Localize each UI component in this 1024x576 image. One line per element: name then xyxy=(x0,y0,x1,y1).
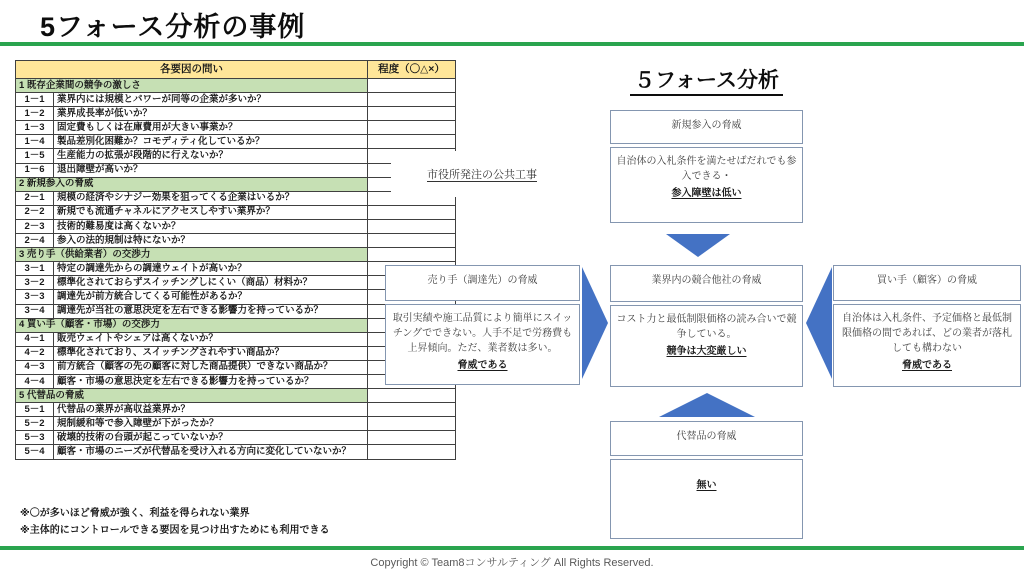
new-entrants-body-box xyxy=(610,147,803,223)
degree-cell[interactable] xyxy=(368,121,456,135)
arrow-left-icon xyxy=(806,267,832,379)
question-column-header: 各要因の問い xyxy=(16,61,368,79)
question-text: 製品差別化困難か？コモディティ化しているか？ xyxy=(54,135,368,149)
table-row xyxy=(16,163,456,177)
degree-cell[interactable] xyxy=(368,205,456,219)
degree-cell[interactable] xyxy=(368,234,456,248)
rivalry-body-text: コスト力と最低制限価格の読み合いで競争している。 xyxy=(616,314,797,340)
table-row xyxy=(16,79,456,93)
table-row xyxy=(16,121,456,135)
suppliers-header-box: 売り手（調達先）の脅威 xyxy=(385,265,580,301)
suppliers-conclusion: 脅威である xyxy=(457,360,508,371)
question-text: 退出障壁が高いか？ xyxy=(54,163,368,177)
question-number: 1－4 xyxy=(16,135,54,149)
page-title: 5フォース分析の事例 xyxy=(40,12,306,42)
question-number: 1－3 xyxy=(16,121,54,135)
target-business-label: 市役所発注の公共工事 xyxy=(391,151,573,197)
degree-cell[interactable] xyxy=(368,403,456,417)
table-row xyxy=(16,205,456,219)
question-text: 販売ウェイトやシェアは高くないか？ xyxy=(54,332,368,346)
new-entrants-conclusion: 参入障壁は低い xyxy=(671,188,742,199)
section-label: 5 代替品の脅威 xyxy=(16,389,368,403)
table-row xyxy=(16,445,456,459)
degree-cell[interactable] xyxy=(368,107,456,121)
table-row xyxy=(16,93,456,107)
arrow-up-icon xyxy=(659,393,755,417)
question-number: 2－2 xyxy=(16,205,54,219)
question-text: 特定の調達先からの調達ウェイトが高いか？ xyxy=(54,262,368,276)
question-text: 顧客・市場のニーズが代替品を受け入れる方向に変化していないか？ xyxy=(54,445,368,459)
question-number: 4－3 xyxy=(16,360,54,374)
question-number: 2－1 xyxy=(16,191,54,205)
substitutes-header-box: 代替品の脅威 xyxy=(610,421,803,456)
question-text: 参入の法的規制は特にないか？ xyxy=(54,234,368,248)
table-row xyxy=(16,219,456,233)
degree-cell[interactable] xyxy=(368,219,456,233)
table-row xyxy=(16,107,456,121)
table-row xyxy=(16,234,456,248)
degree-cell[interactable] xyxy=(368,445,456,459)
question-number: 1－5 xyxy=(16,149,54,163)
question-number: 1－2 xyxy=(16,107,54,121)
substitutes-conclusion: 無い xyxy=(696,480,717,491)
diagram-title: ５フォース分析 xyxy=(608,64,805,94)
table-row xyxy=(16,191,456,205)
arrow-right-icon xyxy=(582,267,608,379)
table-row xyxy=(16,149,456,163)
question-number: 3－2 xyxy=(16,276,54,290)
question-text: 破壊的技術の台頭が起こっていないか？ xyxy=(54,431,368,445)
table-row xyxy=(16,248,456,262)
question-text: 調達先が前方統合してくる可能性があるか？ xyxy=(54,290,368,304)
question-text: 生産能力の拡張が段階的に行えないか？ xyxy=(54,149,368,163)
buyers-body-box xyxy=(833,304,1021,387)
degree-cell[interactable] xyxy=(368,417,456,431)
question-number: 3－3 xyxy=(16,290,54,304)
question-text: 業界成長率が低いか？ xyxy=(54,107,368,121)
question-number: 4－2 xyxy=(16,346,54,360)
table-note-2: ※主体的にコントロールできる要因を見つけ出すためにも利用できる xyxy=(20,525,330,536)
question-text: 顧客・市場の意思決定を左右できる影響力を持っているか？ xyxy=(54,374,368,388)
top-divider xyxy=(0,42,1024,46)
substitutes-body-box xyxy=(610,459,803,539)
bottom-divider xyxy=(0,546,1024,550)
section-label: 1 既存企業間の競争の激しさ xyxy=(16,79,368,93)
question-number: 5－3 xyxy=(16,431,54,445)
question-text: 固定費もしくは在庫費用が大きい事業か？ xyxy=(54,121,368,135)
question-number: 3－4 xyxy=(16,304,54,318)
arrow-down-icon xyxy=(666,234,730,257)
table-row xyxy=(16,431,456,445)
table-row xyxy=(16,417,456,431)
rivalry-body-box xyxy=(610,305,803,387)
buyers-body-text: 自治体は入札条件、予定価格と最低制限価格の間であれば、どの業者が落札しても構わない xyxy=(842,313,1012,354)
buyers-conclusion: 脅威である xyxy=(902,360,952,371)
question-number: 5－2 xyxy=(16,417,54,431)
degree-cell[interactable] xyxy=(368,389,456,403)
question-number: 5－1 xyxy=(16,403,54,417)
question-number: 2－3 xyxy=(16,219,54,233)
question-text: 代替品の業界が高収益業界か？ xyxy=(54,403,368,417)
question-number: 1－6 xyxy=(16,163,54,177)
five-forces-question-table xyxy=(15,60,456,460)
question-text: 技術的難易度は高くないか？ xyxy=(54,219,368,233)
degree-cell[interactable] xyxy=(368,79,456,93)
question-number: 4－1 xyxy=(16,332,54,346)
degree-cell[interactable] xyxy=(368,93,456,107)
question-text: 前方統合（顧客の先の顧客に対した商品提供）できない商品か？ xyxy=(54,360,368,374)
question-text: 標準化されておらずスイッチングしにくい（商品）材料か？ xyxy=(54,276,368,290)
degree-cell[interactable] xyxy=(368,248,456,262)
rivalry-header-box: 業界内の競合他社の脅威 xyxy=(610,265,803,302)
degree-cell[interactable] xyxy=(368,431,456,445)
question-text: 規制緩和等で参入障壁が下がったか？ xyxy=(54,417,368,431)
question-number: 5－4 xyxy=(16,445,54,459)
rivalry-conclusion: 競争は大変厳しい xyxy=(666,346,747,357)
question-text: 業界内には規模とパワーが同等の企業が多いか？ xyxy=(54,93,368,107)
table-header-row xyxy=(16,61,456,79)
question-text: 標準化されており、スイッチングされやすい商品か？ xyxy=(54,346,368,360)
section-label: 4 買い手（顧客・市場）の交渉力 xyxy=(16,318,368,332)
question-number: 3－1 xyxy=(16,262,54,276)
copyright-text: Copyright © Team8コンサルティング All Rights Reserved. xyxy=(370,557,654,569)
question-number: 4－4 xyxy=(16,374,54,388)
table-row xyxy=(16,135,456,149)
question-text: 調達先が当社の意思決定を左右できる影響力を持っているか？ xyxy=(54,304,368,318)
question-number: 2－4 xyxy=(16,234,54,248)
suppliers-body-box xyxy=(385,304,580,385)
question-number: 1－1 xyxy=(16,93,54,107)
new-entrants-header-box: 新規参入の脅威 xyxy=(610,110,803,144)
new-entrants-body-text: 自治体の入札条件を満たせばだれでも参入できる・ xyxy=(616,156,797,182)
table-note-1: ※〇が多いほど脅威が強く、利益を得られない業界 xyxy=(20,508,250,519)
table-row xyxy=(16,389,456,403)
table-row xyxy=(16,177,456,191)
question-text: 規模の経済やシナジー効果を狙ってくる企業はいるか？ xyxy=(54,191,368,205)
suppliers-body-text: 取引実績や施工品質により簡単にスイッチングでできない。人手不足で労務費も上昇傾向。ただ、業者数は多い。 xyxy=(392,313,573,354)
section-label: 2 新規参入の脅威 xyxy=(16,177,368,191)
question-text: 新規でも流通チャネルにアクセスしやすい業界か？ xyxy=(54,205,368,219)
buyers-header-box: 買い手（顧客）の脅威 xyxy=(833,265,1021,301)
degree-cell[interactable] xyxy=(368,135,456,149)
table-row xyxy=(16,403,456,417)
degree-column-header: 程度（〇△×） xyxy=(368,61,456,79)
section-label: 3 売り手（供給業者）の交渉力 xyxy=(16,248,368,262)
